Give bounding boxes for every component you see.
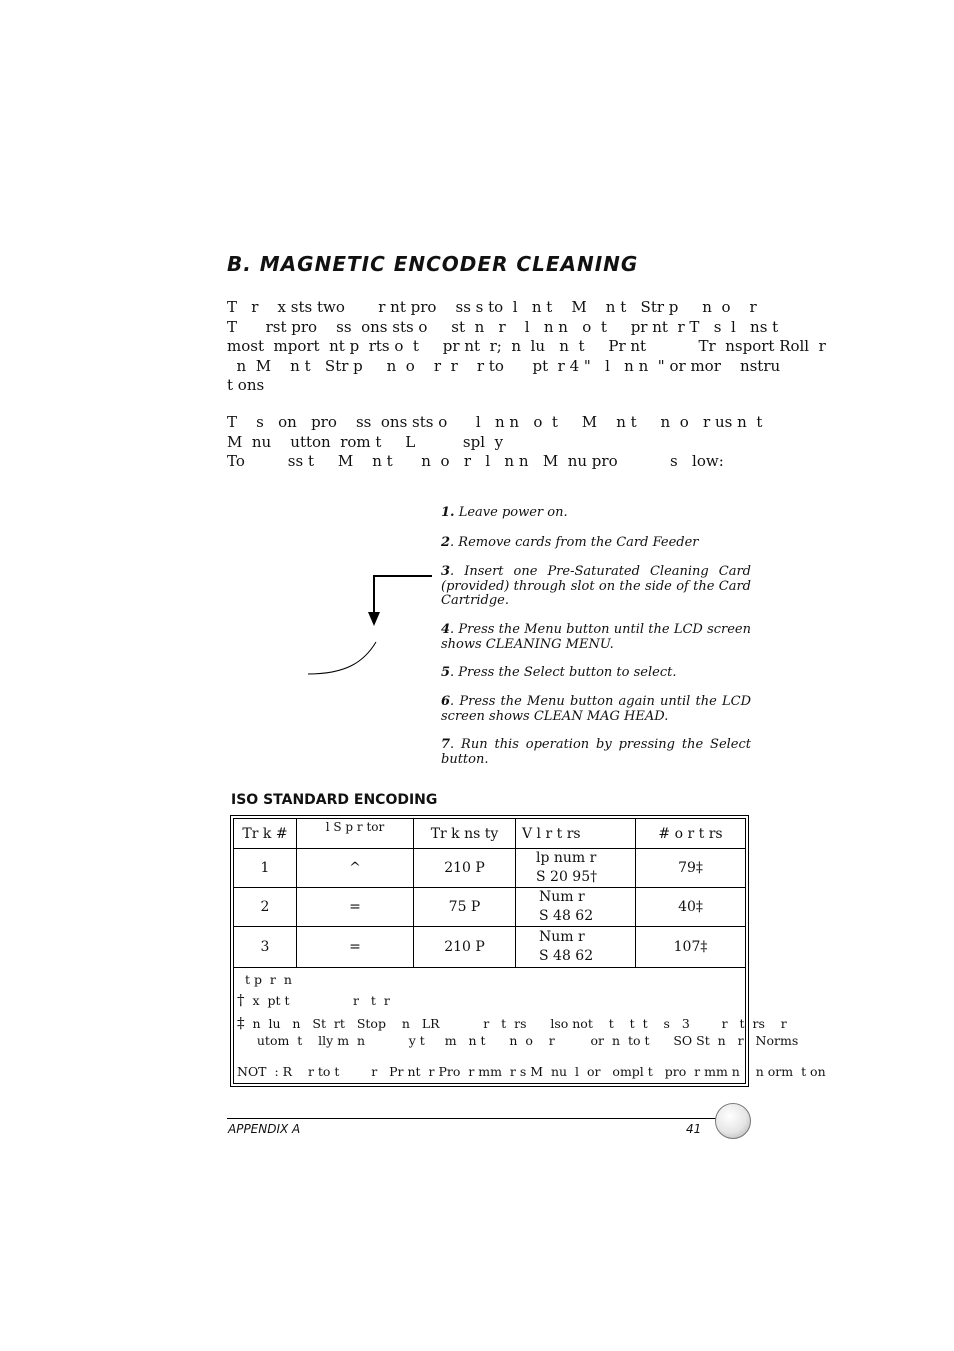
step-number: 1. (441, 505, 455, 520)
table-row (234, 927, 746, 968)
valid-characters-cell (516, 927, 636, 968)
valid-characters-line: S 48 62 (539, 908, 594, 924)
density-cell: 75 P (414, 888, 516, 927)
step-text: . Run this operation by pressing the Select button. (441, 737, 751, 767)
track-cell: 1 (234, 849, 297, 888)
intro-line: n M n t Str p n o r r r to pt r 4 " l n n " or mor nstru (227, 356, 781, 375)
double-dagger-note (237, 1014, 787, 1032)
intro-paragraph (227, 298, 826, 396)
character-count-cell: 40‡ (636, 888, 746, 927)
insertion-arrow-line (374, 576, 432, 616)
intro-line: T rst pro ss ons sts o st n r l n n o t pr nt r T s l ns t (227, 317, 779, 336)
footer-section-label: APPENDIX A (228, 1122, 301, 1136)
step-text: . Press the Menu button until the LCD screen shows CLEANING MENU. (441, 622, 751, 652)
track-cell: 2 (234, 888, 297, 927)
step-text: . Remove cards from the Card Feeder (450, 535, 699, 550)
double-dagger-note-text: n lu n St rt Stop n LR r t rs lso not t t t s 3 r t rs r (244, 1016, 787, 1031)
header-cell: Tr k # (234, 819, 297, 849)
valid-characters-cell (516, 888, 636, 927)
footer-page-number: 41 (686, 1122, 702, 1136)
header-cell: # o r t rs (636, 819, 746, 849)
iso-encoding-table (233, 818, 746, 968)
density-cell: 210 P (414, 849, 516, 888)
valid-characters-line: S 20 95† (536, 869, 598, 885)
table-row (234, 888, 746, 927)
header-cell: l S p r tor (297, 819, 414, 849)
separator-cell: = (297, 888, 414, 927)
step-text: . Press the Menu button again until the LCD screen shows CLEAN MAG HEAD. (441, 694, 751, 724)
step-number: 6 (441, 694, 451, 709)
procedure-line: T s on pro ss ons sts o l n n o t M n t n o r us n t (227, 413, 763, 431)
step-number: 3 (441, 564, 451, 579)
dagger-note (237, 991, 742, 1009)
valid-characters-line: Num r (539, 889, 585, 905)
step-item (441, 536, 751, 551)
note-line: NOT : R r to t r Pr nt r Pro r mm r s M nu l or ompl t pro r mm n n orm t on (237, 1064, 826, 1079)
insertion-arrow-head (368, 612, 380, 626)
section-title: B. MAGNETIC ENCODER CLEANING (227, 252, 639, 276)
character-count-cell: 107‡ (636, 927, 746, 968)
step-item (441, 623, 751, 652)
step-item (441, 666, 751, 681)
step-text: Leave power on. (454, 505, 568, 520)
step-item (441, 565, 751, 609)
track-cell: 3 (234, 927, 297, 968)
intro-line: t ons (227, 376, 265, 394)
step-item (441, 738, 751, 767)
procedure-paragraph (227, 413, 763, 472)
step-text: . Press the Select button to select. (450, 665, 677, 680)
separator-cell: ^ (297, 849, 414, 888)
card-slot-curve (308, 642, 376, 674)
procedure-line: M nu utton rom t L spl y (227, 432, 504, 451)
step-item (441, 506, 751, 521)
character-count-cell: 79‡ (636, 849, 746, 888)
header-cell: V l r t rs (516, 819, 636, 849)
valid-characters-line: Num r (539, 929, 585, 945)
card-insertion-illustration (300, 570, 440, 685)
double-dagger-note-continued: utom t lly m n y t m n t n o r or n to t SO St n r Norms (237, 1033, 799, 1048)
table-header-row (234, 819, 746, 849)
step-number: 7 (441, 737, 451, 752)
valid-characters-cell (516, 849, 636, 888)
density-cell: 210 P (414, 927, 516, 968)
valid-characters-line: S 48 62 (539, 948, 594, 964)
step-number: 4 (441, 622, 451, 637)
dagger-symbol: † (237, 991, 245, 1009)
table-title: ISO STANDARD ENCODING (231, 792, 438, 808)
intro-line: most mport nt p rts o t pr nt r; n lu n t Pr nt Tr nsport Roll r (227, 337, 826, 355)
step-number: 5 (441, 665, 451, 680)
procedure-line: To ss t M n t n o r l n n M nu pro s low: (227, 452, 724, 470)
notes-heading: t p r n (237, 972, 292, 987)
separator-cell: = (297, 927, 414, 968)
table-row (234, 849, 746, 888)
step-text: . Insert one Pre-Saturated Cleaning Card (provided) through slot on the side of the Card Cartridge. (441, 564, 751, 608)
valid-characters-line: lp num r (536, 850, 597, 866)
double-dagger-symbol: ‡ (237, 1014, 245, 1032)
step-number: 2 (441, 535, 451, 550)
dagger-note-text: x pt t r t r (244, 993, 390, 1008)
page-badge-icon (715, 1103, 751, 1139)
step-item (441, 695, 751, 724)
header-cell: Tr k ns ty (414, 819, 516, 849)
intro-line: T r x sts two r nt pro ss s to l n t M n t Str p n o r (227, 298, 757, 316)
footer-rule (227, 1118, 727, 1119)
